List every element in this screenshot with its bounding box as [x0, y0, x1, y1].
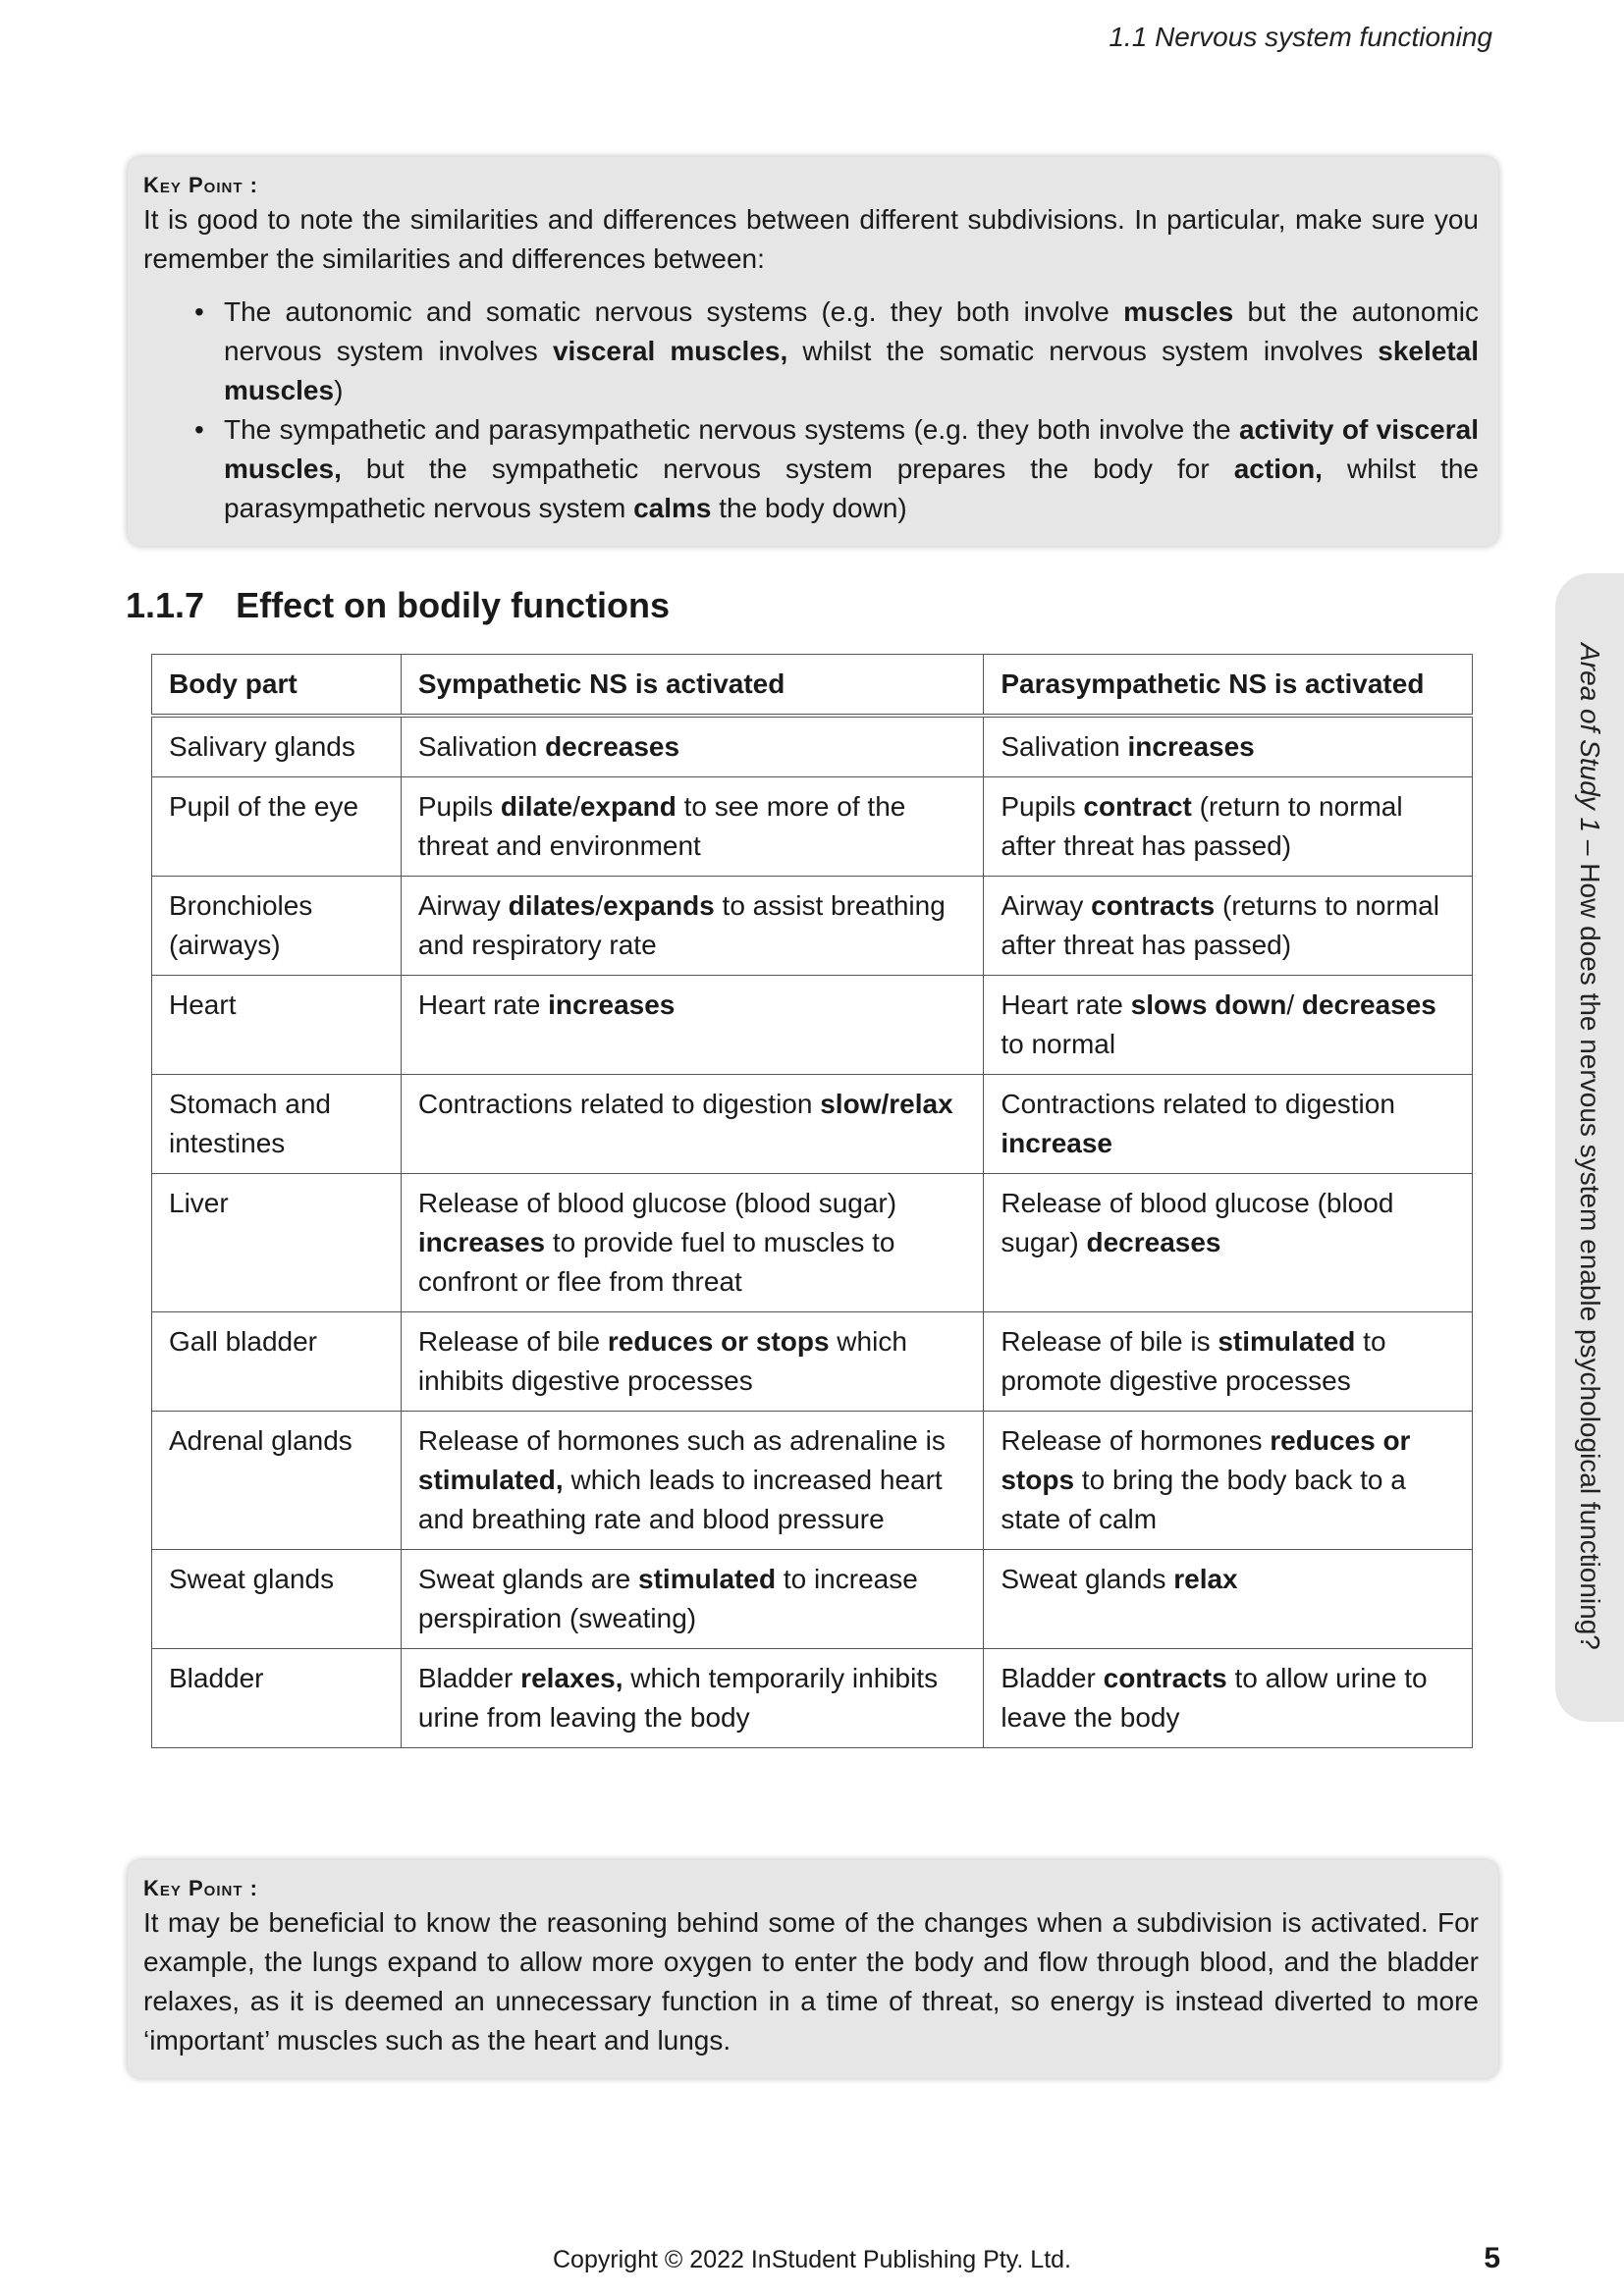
text-run: /	[572, 791, 580, 822]
key-point-list	[143, 293, 1479, 528]
bold-text: contracts	[1091, 890, 1216, 921]
text-run: Salivation	[417, 731, 546, 762]
text-run: but the autonomic nervous system involves	[224, 296, 1479, 366]
text-run: Heart rate	[1001, 989, 1131, 1020]
text-run: Salivation	[1001, 731, 1128, 762]
bold-text: calms	[633, 493, 712, 523]
table-row	[152, 716, 1473, 777]
text-run: (returns to normal after threat has passed)	[1001, 890, 1439, 960]
bold-text: reduces or stops	[607, 1326, 830, 1357]
bold-text: increases	[548, 989, 676, 1020]
text-run: which inhibits digestive processes	[417, 1326, 907, 1396]
table-row	[152, 976, 1473, 1075]
body-part-cell: Adrenal glands	[152, 1412, 402, 1550]
bold-text: activity of visceral muscles,	[224, 414, 1479, 484]
text-run: Contractions related to digestion	[1001, 1089, 1395, 1119]
text-run: Release of hormones	[1001, 1425, 1271, 1456]
text-run: which temporarily inhibits urine from leaving the body	[417, 1663, 939, 1733]
table-row	[152, 1649, 1473, 1748]
text-run: Release of blood glucose (blood sugar)	[417, 1188, 897, 1218]
key-point-bullet	[143, 410, 1479, 528]
bold-text: relax	[1173, 1564, 1238, 1594]
text-run: /	[595, 890, 604, 921]
text-run: Bladder	[417, 1663, 521, 1693]
text-run: to allow urine to leave the body	[1001, 1663, 1428, 1733]
text-run: /	[1286, 989, 1302, 1020]
body-part-cell: Gall bladder	[152, 1312, 402, 1412]
text-run: to provide fuel to muscles to confront or flee from threat	[417, 1227, 895, 1297]
bold-text: dilate	[500, 791, 573, 822]
parasympathetic-cell	[984, 1312, 1473, 1412]
bold-text: contracts	[1103, 1663, 1227, 1693]
bold-text: slow/relax	[820, 1089, 953, 1119]
table-row	[152, 777, 1473, 877]
section-heading	[126, 585, 670, 626]
text-run: Heart rate	[417, 989, 549, 1020]
key-point-label: Key Point :	[143, 1876, 258, 1900]
bullet-icon: •	[194, 414, 204, 445]
key-point-text: It may be beneficial to know the reasoning behind some of the changes when a subdivision is activated. For example, the lungs expand to allow more oxygen to enter the body and flow through blood, and the bladder relaxes, as it is deemed an unnecessary function in a time of threat, so energy is instead diverted to more ‘important’ muscles such as the heart and lungs.	[143, 1907, 1479, 2056]
bullet-icon: •	[194, 296, 204, 327]
text-run: Sweat glands are	[417, 1564, 639, 1594]
bold-text: muscles	[1123, 296, 1234, 327]
text-run: The autonomic and somatic nervous systems (e.g. they both involve	[224, 296, 1124, 327]
text-run: Airway	[1001, 890, 1092, 921]
text-run: Release of bile is	[1001, 1326, 1218, 1357]
bold-text: skeletal muscles	[224, 336, 1479, 405]
text-run: to see more of the threat and environment	[417, 791, 906, 861]
text-run: Release of bile	[417, 1326, 608, 1357]
body-part-cell: Salivary glands	[152, 716, 402, 777]
sympathetic-cell	[401, 1649, 983, 1748]
text-run: Pupils	[1001, 791, 1084, 822]
parasympathetic-cell	[984, 716, 1473, 777]
table-header-row	[152, 655, 1473, 717]
text-run: to assist breathing and respiratory rate	[417, 890, 946, 960]
bold-text: expand	[579, 791, 677, 822]
sympathetic-cell	[401, 1550, 983, 1649]
running-head: 1.1 Nervous system functioning	[1109, 22, 1492, 52]
bold-text: stimulated,	[417, 1465, 564, 1495]
text-run: whilst the parasympathetic nervous system	[224, 454, 1479, 523]
bold-text: reduces or stops	[1001, 1425, 1411, 1495]
side-tab-area: Area of Study 1	[1575, 643, 1605, 833]
sympathetic-cell	[401, 1075, 983, 1174]
text-run: whilst the somatic nervous system involves	[787, 336, 1379, 366]
effects-table	[151, 654, 1473, 1748]
text-run: )	[334, 375, 344, 405]
parasympathetic-cell	[984, 1075, 1473, 1174]
sympathetic-cell	[401, 877, 983, 976]
text-run: to bring the body back to a state of calm	[1001, 1465, 1406, 1534]
text-run: to increase perspiration (sweating)	[417, 1564, 918, 1633]
bold-text: visceral muscles,	[552, 336, 788, 366]
column-header-body-part: Body part	[152, 655, 402, 717]
text-run: to promote digestive processes	[1001, 1326, 1386, 1396]
copyright-footer: Copyright © 2022 InStudent Publishing Pty. Ltd.	[552, 2246, 1071, 2273]
parasympathetic-cell	[984, 1174, 1473, 1312]
table-body	[152, 716, 1473, 1748]
bold-text: expands	[603, 890, 715, 921]
body-part-cell: Liver	[152, 1174, 402, 1312]
text-run: Airway	[417, 890, 509, 921]
text-run: The sympathetic and parasympathetic nervous systems (e.g. they both involve the	[224, 414, 1239, 445]
text-run: the body down)	[711, 493, 907, 523]
body-part-cell: Bronchioles (airways)	[152, 877, 402, 976]
bold-text: contract	[1083, 791, 1192, 822]
table-row	[152, 1550, 1473, 1649]
body-part-cell: Bladder	[152, 1649, 402, 1748]
table-row	[152, 877, 1473, 976]
text-run: Contractions related to digestion	[417, 1089, 821, 1119]
parasympathetic-cell	[984, 877, 1473, 976]
text-run: to normal	[1001, 1029, 1116, 1059]
body-part-cell: Heart	[152, 976, 402, 1075]
table-row	[152, 1412, 1473, 1550]
column-header-parasympathetic: Parasympathetic NS is activated	[984, 655, 1473, 717]
parasympathetic-cell	[984, 1412, 1473, 1550]
bold-text: decreases	[545, 731, 680, 762]
key-point-label: Key Point :	[143, 173, 258, 197]
page-number: 5	[1484, 2242, 1500, 2274]
bold-text: decreases	[1086, 1227, 1221, 1257]
column-header-sympathetic: Sympathetic NS is activated	[401, 655, 983, 717]
sympathetic-cell	[401, 976, 983, 1075]
sympathetic-cell	[401, 1312, 983, 1412]
text-run: Pupils	[417, 791, 501, 822]
bold-text: decreases	[1301, 989, 1436, 1020]
section-title: Effect on bodily functions	[236, 585, 671, 625]
table-row	[152, 1174, 1473, 1312]
bold-text: increases	[1127, 731, 1255, 762]
table-row	[152, 1075, 1473, 1174]
body-part-cell: Pupil of the eye	[152, 777, 402, 877]
bold-text: relaxes,	[520, 1663, 623, 1693]
parasympathetic-cell	[984, 1649, 1473, 1748]
text-run: but the sympathetic nervous system prepares the body for	[341, 454, 1234, 484]
key-point-box	[128, 157, 1498, 546]
key-point-box-2	[128, 1860, 1498, 2078]
sympathetic-cell	[401, 1174, 983, 1312]
text-run: Release of blood glucose (blood sugar)	[1001, 1188, 1394, 1257]
bold-text: stimulated	[1218, 1326, 1356, 1357]
key-point-intro: It is good to note the similarities and differences between different subdivisions. In particular, make sure you remember the similarities and differences between:	[143, 204, 1479, 274]
parasympathetic-cell	[984, 777, 1473, 877]
section-number: 1.1.7	[126, 585, 205, 625]
side-tab-dash: –	[1575, 832, 1605, 864]
text-run: Bladder	[1001, 1663, 1104, 1693]
text-run: which leads to increased heart and breathing rate and blood pressure	[417, 1465, 943, 1534]
bold-text: increase	[1001, 1128, 1112, 1158]
table-row	[152, 1312, 1473, 1412]
bold-text: slows down	[1130, 989, 1287, 1020]
text-run: Sweat glands	[1001, 1564, 1174, 1594]
text-run: (return to normal after threat has passed)	[1001, 791, 1403, 861]
bold-text: stimulated	[638, 1564, 777, 1594]
parasympathetic-cell	[984, 1550, 1473, 1649]
bold-text: action,	[1233, 454, 1323, 484]
side-tab-label	[1574, 643, 1605, 1650]
parasympathetic-cell	[984, 976, 1473, 1075]
sympathetic-cell	[401, 777, 983, 877]
sympathetic-cell	[401, 716, 983, 777]
key-point-bullet	[143, 293, 1479, 410]
body-part-cell: Sweat glands	[152, 1550, 402, 1649]
side-tab-question: How does the nervous system enable psychological functioning?	[1575, 863, 1605, 1650]
bold-text: increases	[417, 1227, 546, 1257]
text-run: Release of hormones such as adrenaline is	[417, 1425, 946, 1456]
bold-text: dilates	[508, 890, 596, 921]
body-part-cell: Stomach and intestines	[152, 1075, 402, 1174]
sympathetic-cell	[401, 1412, 983, 1550]
